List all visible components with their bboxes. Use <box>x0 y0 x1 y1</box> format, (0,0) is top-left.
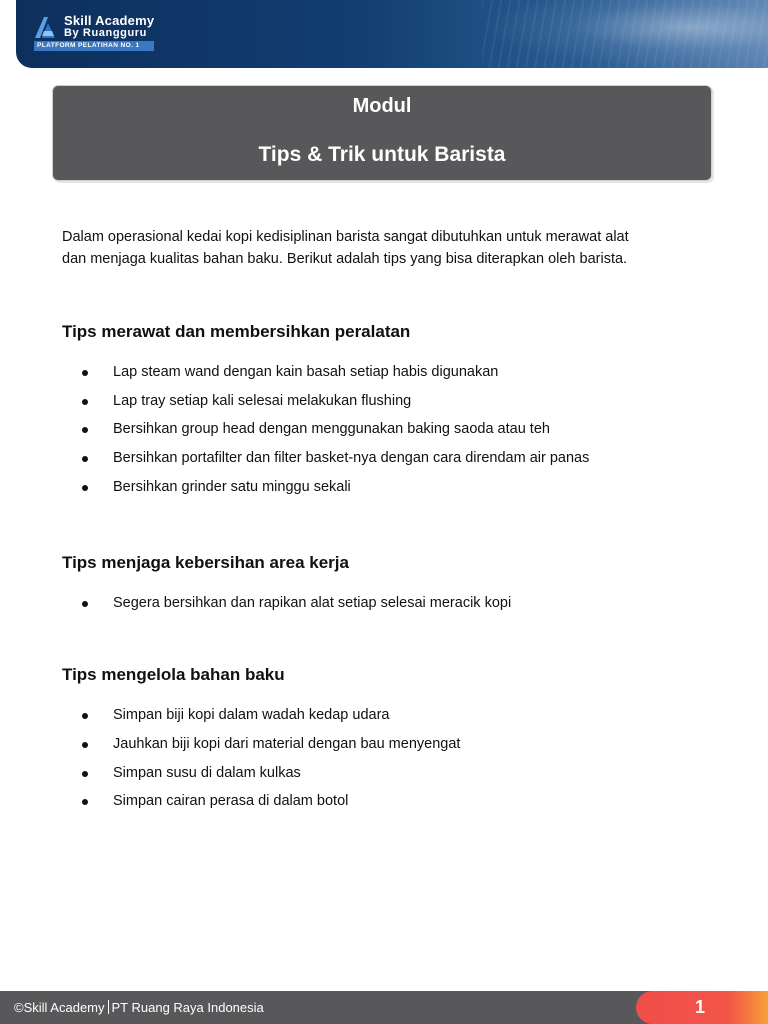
page-number-pill <box>636 991 768 1024</box>
bullet-icon <box>82 799 88 805</box>
section-heading-area-kerja: Tips menjaga kebersihan area kerja <box>62 552 349 572</box>
intro-paragraph <box>62 226 702 270</box>
page-number: 1 <box>694 997 705 1017</box>
brand-title: Skill Academy <box>64 13 155 28</box>
list-item: Lap steam wand dengan kain basah setiap habis digunakan <box>62 358 702 387</box>
bullet-icon <box>82 370 88 376</box>
list-item: Segera bersihkan dan rapikan alat setiap selesai meracik kopi <box>62 589 702 618</box>
bullet-icon <box>82 485 88 491</box>
footer-divider <box>108 1000 109 1014</box>
module-title-box <box>52 85 712 181</box>
document-content <box>62 226 702 816</box>
bullet-icon <box>82 713 88 719</box>
bullet-icon <box>82 456 88 462</box>
module-title: Tips & Trik untuk Barista <box>258 143 506 166</box>
bullet-icon <box>82 742 88 748</box>
list-item: Bersihkan group head dengan menggunakan baking saoda atau teh <box>62 415 702 444</box>
skill-academy-logo-icon <box>32 14 58 40</box>
intro-line-2: dan menjaga kualitas bahan baku. Berikut adalah tips yang bisa diterapkan oleh barista. <box>62 251 628 267</box>
list-item: Simpan susu di dalam kulkas <box>62 759 702 788</box>
list-item: Jauhkan biji kopi dari material dengan bau menyengat <box>62 730 702 759</box>
bullet-icon <box>82 601 88 607</box>
bullet-icon <box>82 399 88 405</box>
intro-line-1: Dalam operasional kedai kopi kedisiplinan barista sangat dibutuhkan untuk merawat alat <box>62 229 629 245</box>
list-item: Bersihkan portafilter dan filter basket-nya dengan cara direndam air panas <box>62 444 702 473</box>
list-item: Bersihkan grinder satu minggu sekali <box>62 473 702 502</box>
module-label: Modul <box>352 95 412 117</box>
footer-copyright: ©Skill Academy <box>14 1000 105 1015</box>
list-bahan-baku <box>62 701 702 816</box>
brand-subtitle: By Ruangguru <box>64 27 147 39</box>
list-item: Simpan biji kopi dalam wadah kedap udara <box>62 701 702 730</box>
footer-bar <box>0 991 768 1024</box>
list-item: Simpan cairan perasa di dalam botol <box>62 787 702 816</box>
footer-credit <box>14 1000 264 1016</box>
bullet-icon <box>82 427 88 433</box>
section-heading-peralatan: Tips merawat dan membersihkan peralatan <box>62 322 411 341</box>
list-area-kerja <box>62 589 702 618</box>
list-item: Lap tray setiap kali selesai melakukan flushing <box>62 387 702 416</box>
header-photo <box>482 0 768 68</box>
section-heading-bahan-baku: Tips mengelola bahan baku <box>62 665 285 685</box>
list-peralatan <box>62 358 702 502</box>
footer-company: PT Ruang Raya Indonesia <box>111 1000 264 1015</box>
bullet-icon <box>82 771 88 777</box>
header-banner <box>16 0 768 68</box>
brand-tagline: PLATFORM PELATIHAN NO. 1 <box>34 41 154 51</box>
logo <box>32 14 154 51</box>
